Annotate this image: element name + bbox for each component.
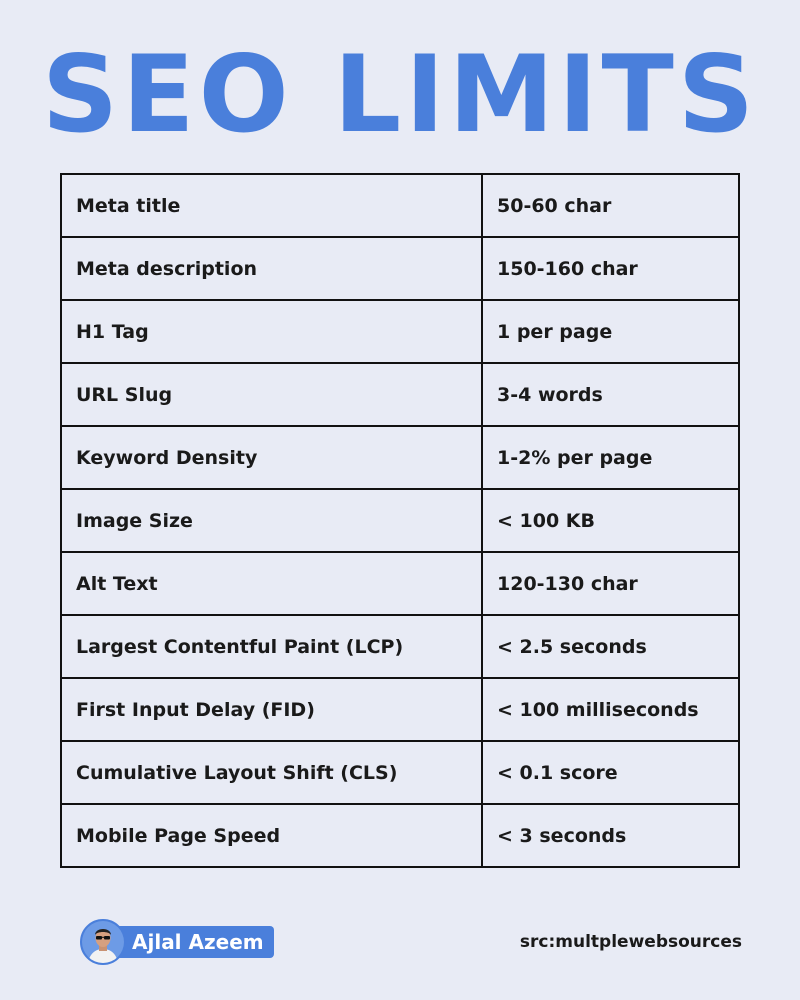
seo-item-cell: Keyword Density — [61, 426, 482, 489]
seo-limits-table-body — [61, 174, 739, 867]
seo-item-cell: URL Slug — [61, 363, 482, 426]
author-name: Ajlal Azeem — [116, 926, 274, 958]
table-row — [61, 174, 739, 237]
seo-item-cell: Meta description — [61, 237, 482, 300]
source-credit: src:multplewebsources — [519, 932, 742, 952]
seo-limit-cell: 1 per page — [482, 300, 739, 363]
seo-limit-cell: < 0.1 score — [482, 741, 739, 804]
seo-limit-cell: 3-4 words — [482, 363, 739, 426]
seo-limit-cell: < 3 seconds — [482, 804, 739, 867]
seo-item-cell: Cumulative Layout Shift (CLS) — [61, 741, 482, 804]
seo-limit-cell: 50-60 char — [482, 174, 739, 237]
table-row — [61, 552, 739, 615]
avatar-portrait-icon — [82, 921, 124, 963]
table-row — [61, 804, 739, 867]
seo-limit-cell: < 2.5 seconds — [482, 615, 739, 678]
page-title: SEO LIMITS — [41, 33, 759, 156]
seo-limit-cell: < 100 KB — [482, 489, 739, 552]
seo-item-cell: H1 Tag — [61, 300, 482, 363]
seo-item-cell: First Input Delay (FID) — [61, 678, 482, 741]
seo-limit-cell: 1-2% per page — [482, 426, 739, 489]
seo-item-cell: Mobile Page Speed — [61, 804, 482, 867]
seo-item-cell: Largest Contentful Paint (LCP) — [61, 615, 482, 678]
author-badge — [80, 920, 274, 964]
seo-item-cell: Meta title — [61, 174, 482, 237]
table-row — [61, 426, 739, 489]
seo-item-cell: Alt Text — [61, 552, 482, 615]
table-row — [61, 615, 739, 678]
seo-limit-cell: 150-160 char — [482, 237, 739, 300]
table-row — [61, 237, 739, 300]
avatar — [80, 919, 126, 965]
table-row — [61, 741, 739, 804]
seo-limits-table — [60, 173, 740, 868]
seo-limit-cell: 120-130 char — [482, 552, 739, 615]
table-row — [61, 489, 739, 552]
seo-limit-cell: < 100 milliseconds — [482, 678, 739, 741]
seo-item-cell: Image Size — [61, 489, 482, 552]
table-row — [61, 678, 739, 741]
table-row — [61, 363, 739, 426]
table-row — [61, 300, 739, 363]
